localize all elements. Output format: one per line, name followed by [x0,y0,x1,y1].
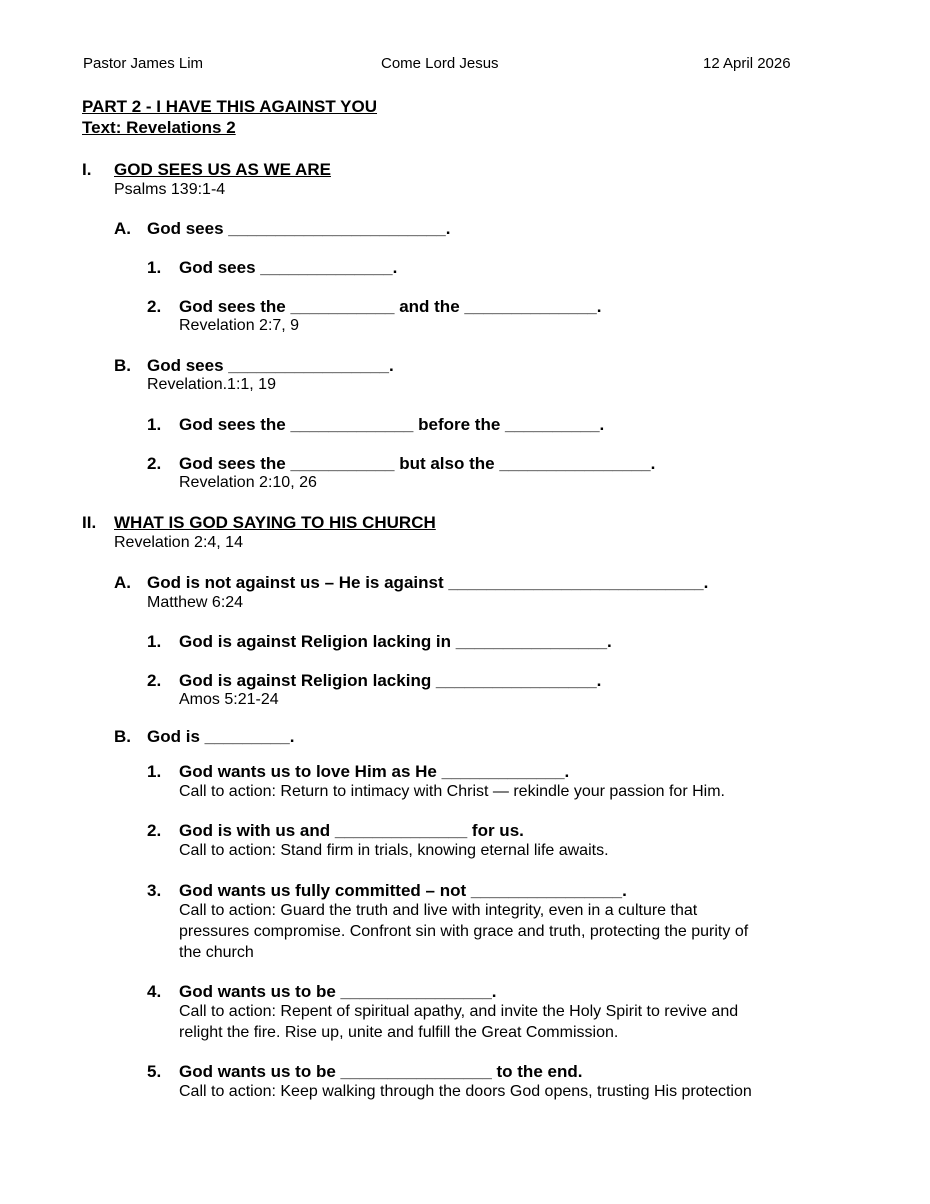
call-to-action: Call to action: Repent of spiritual apathy, and invite the Holy Spirit to revive and [179,1003,739,1020]
section-heading: WHAT IS GOD SAYING TO HIS CHURCH [114,513,436,532]
subpoint-ref: Revelation 2:10, 26 [179,474,317,491]
subpoint-ref: Amos 5:21-24 [179,691,279,708]
call-to-action: Call to action: Keep walking through the doors God opens, trusting His protection [179,1083,752,1100]
subpoint-marker: 4. [147,982,162,1001]
call-to-action: Call to action: Stand firm in trials, knowing eternal life awaits. [179,842,609,859]
scripture-text: Text: Revelations 2 [82,118,236,137]
point-text: God sees _________________. [147,356,394,375]
subpoint-text: God wants us to be ________________ to the end. [179,1062,583,1081]
section-marker: I. [82,160,92,179]
subpoint-text: God sees the _____________ before the __________. [179,415,605,434]
call-to-action: relight the fire. Rise up, unite and fulfill the Great Commission. [179,1024,619,1041]
call-to-action: Call to action: Guard the truth and live with integrity, even in a culture that [179,902,698,919]
point-text: God sees _______________________. [147,219,451,238]
subpoint-text: God wants us to love Him as He _____________. [179,762,570,781]
subpoint-text: God sees the ___________ and the ______________. [179,297,602,316]
subpoint-marker: 1. [147,415,162,434]
section-ref: Revelation 2:4, 14 [114,534,243,551]
point-marker: A. [114,573,131,592]
subpoint-text: God wants us fully committed – not ________________. [179,881,627,900]
subpoint-text: God is with us and ______________ for us. [179,821,524,840]
subpoint-marker: 2. [147,821,162,840]
call-to-action: pressures compromise. Confront sin with grace and truth, protecting the purity of [179,923,749,940]
header-author: Pastor James Lim [83,55,204,72]
point-text: God is _________. [147,727,295,746]
subpoint-marker: 2. [147,454,162,473]
subpoint-marker: 2. [147,671,162,690]
point-ref: Revelation.1:1, 19 [147,376,276,393]
section-ref: Psalms 139:1-4 [114,181,226,198]
subpoint-ref: Revelation 2:7, 9 [179,317,300,334]
subpoint-marker: 1. [147,762,162,781]
subpoint-text: God is against Religion lacking _________________. [179,671,602,690]
subpoint-text: God is against Religion lacking in ________________. [179,632,612,651]
subpoint-marker: 1. [147,258,162,277]
subpoint-text: God sees the ___________ but also the ________________. [179,454,656,473]
subpoint-text: God wants us to be ________________. [179,982,497,1001]
section-marker: II. [82,513,97,532]
subpoint-marker: 3. [147,881,162,900]
subpoint-marker: 2. [147,297,162,316]
point-ref: Matthew 6:24 [147,594,244,611]
subpoint-marker: 5. [147,1062,162,1081]
point-text: God is not against us – He is against ___________________________. [147,573,709,592]
point-marker: A. [114,219,131,238]
subpoint-text: God sees ______________. [179,258,398,277]
point-marker: B. [114,727,131,746]
point-marker: B. [114,356,131,375]
call-to-action: the church [179,944,254,961]
header-series: Come Lord Jesus [381,55,499,72]
subpoint-marker: 1. [147,632,162,651]
header-date: 12 April 2026 [703,55,791,72]
call-to-action: Call to action: Return to intimacy with Christ — rekindle your passion for Him. [179,783,725,800]
page-title: PART 2 - I HAVE THIS AGAINST YOU [82,97,378,116]
section-heading: GOD SEES US AS WE ARE [114,160,331,179]
